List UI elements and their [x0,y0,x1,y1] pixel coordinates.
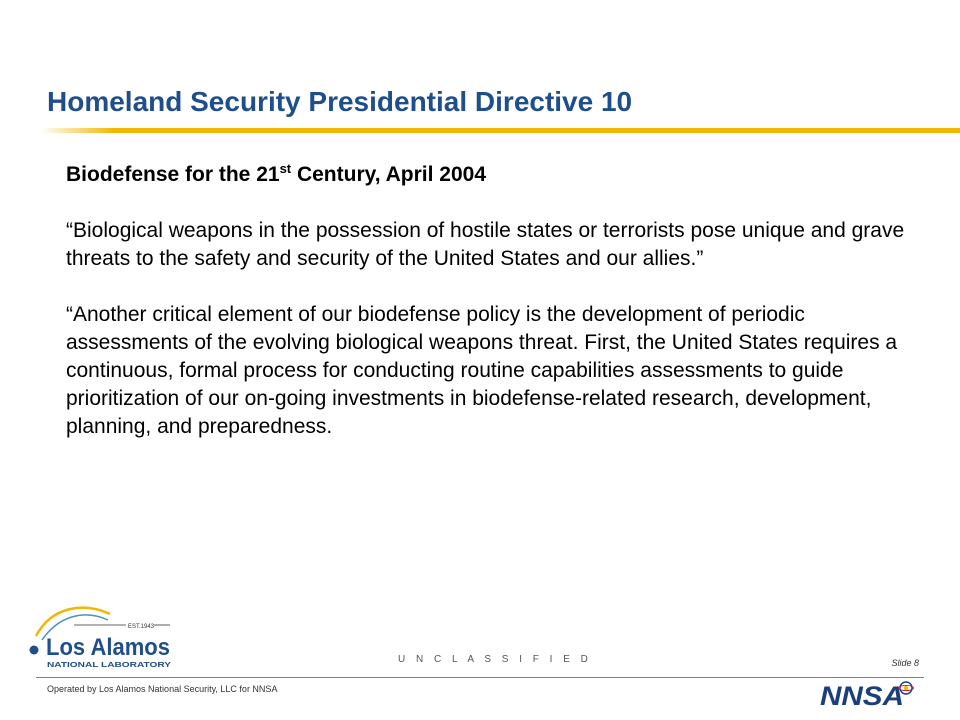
slide-body [66,161,926,469]
footer-divider [36,677,924,678]
quote-paragraph-2: “Another critical element of our biodefense policy is the development of periodic assessments of the evolving biological weapons threat. First, the United States requires a continuous, formal process for conducting routine capabilities assessments to guide prioritization of our on-going investments in biodefense-related research, development, planning, and preparedness. [66,303,898,438]
lanl-wordmark: Los Alamos [46,634,170,661]
classification-label: U N C L A S S I F I E D [398,654,592,665]
slide-number: Slide 8 [891,658,919,668]
slide-subtitle [66,161,926,189]
lanl-subtext: NATIONAL LABORATORY [47,660,171,669]
subtitle-main: Biodefense for the 21 [66,163,280,186]
los-alamos-logo [22,600,192,672]
lanl-est-text: EST.1943 [128,624,155,630]
title-underline [40,128,960,133]
operated-by-text: Operated by Los Alamos National Security, LLC for NNSA [47,684,278,694]
quote-paragraph-1: “Biological weapons in the possession of hostile states or terrorists pose unique and grave threats to the safety and security of the United States and our allies.” [66,219,905,270]
nnsa-wordmark: NNSA [820,681,904,710]
slide-title: Homeland Security Presidential Directive 10 [47,86,633,117]
subtitle-superscript: st [279,161,292,176]
nnsa-logo [818,680,916,710]
subtitle-rest: Century, April 2004 [291,163,487,186]
